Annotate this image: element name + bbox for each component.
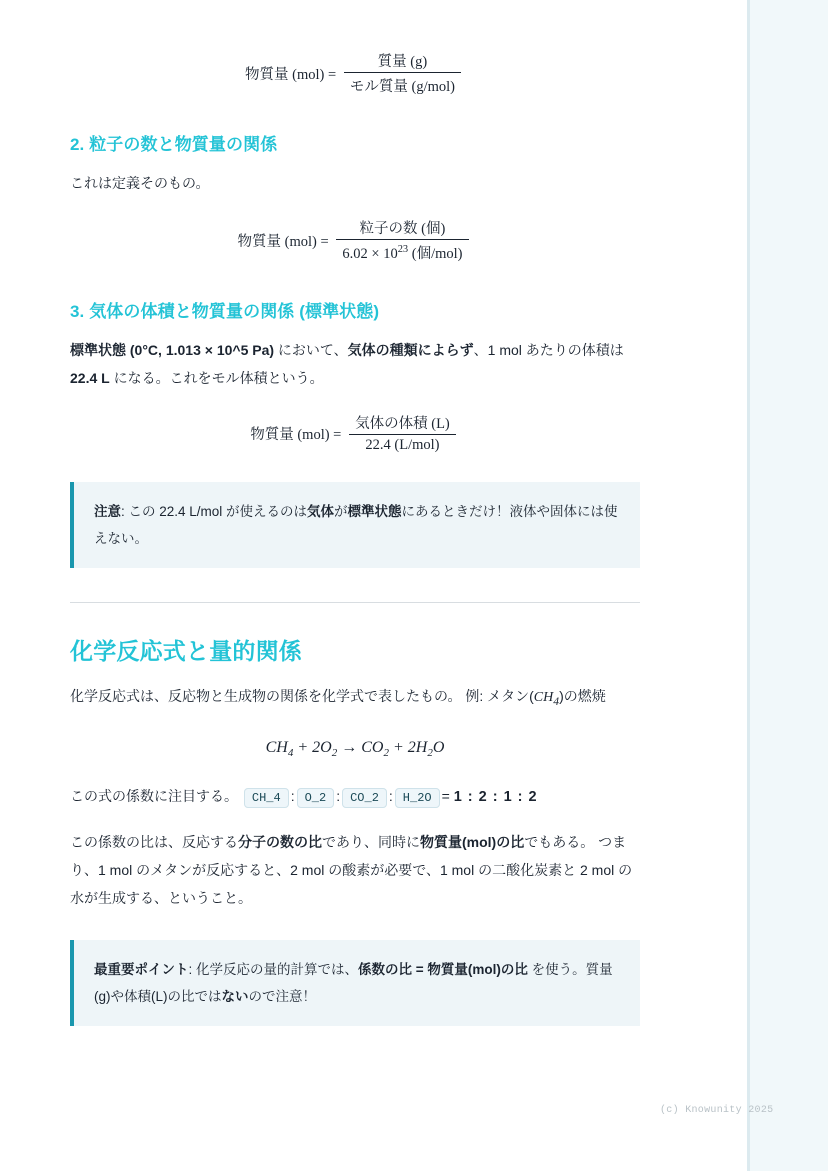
molecule-ratio-bold: 分子の数の比 [238,834,322,851]
combustion-equation [70,739,640,759]
formula-lhs: 物質量 (mol) = [250,426,342,443]
text-run: において、 [274,342,348,358]
text-run: 化学反応式は、反応物と生成物の関係を化学式で表したもの。 例: メタン( [70,688,534,704]
text-run: が [334,504,348,519]
text-run: を使う。質量(g)や体積(L)の比では [94,962,613,1005]
fraction [336,217,468,263]
formula-gas-volume [70,412,640,454]
methane-formula [533,690,560,708]
fraction-numerator: 粒子の数 (個) [336,217,468,240]
chip-h2o: H_2O [395,788,440,808]
eq-ch-sub: 4 [287,747,294,760]
text-run: 、1 mol あたりの体積は [473,342,624,358]
ratio-separator: : [290,788,295,805]
ratio-separator: : [388,788,393,805]
eq-co-sub: 2 [383,747,389,760]
avogadro-exponent: 23 [397,244,409,256]
eq-h: H [415,739,428,757]
ratio-separator: : [336,788,341,805]
section-4-paragraph [70,682,640,713]
text-run: : この 22.4 L/mol が使えるのは [121,504,308,519]
avogadro-base: 6.02 × 10 [342,246,398,262]
chip-co2: CO_2 [342,788,387,808]
fraction [344,50,461,96]
eq-plus-2: + 2 [388,739,416,757]
text-run: )の燃焼 [559,688,606,704]
section-heading-4: 化学反応式と量的関係 [70,638,302,664]
section-heading-2: 2. 粒子の数と物質量の関係 [70,135,278,154]
mol-ratio-bold: 物質量(mol)の比 [420,834,525,851]
formula-lhs: 物質量 (mol) = [237,233,329,250]
ratio-lead-text: この式の係数に注目する。 [70,788,238,805]
formula-molar-mass [70,50,640,96]
formula-lhs: 物質量 (mol) = [244,66,337,83]
eq-ch: CH [265,739,288,757]
eq-h-sub: 2 [427,747,433,760]
fraction-numerator: 気体の体積 (L) [349,412,456,435]
callout-caution [70,482,640,568]
text-run: であり、同時に [322,834,420,851]
text-run: : 化学反応の量的計算では、 [188,962,359,978]
callout-key-point [70,940,640,1026]
fraction-denominator [336,240,468,263]
ratio-equals: = [441,788,450,805]
fraction-denominator: モル質量 (g/mol) [349,79,456,95]
eq-plus-1: + 2 [293,739,321,757]
section-divider [70,602,640,603]
text-run: でもある。 つまり、1 mol のメタンが反応すると、2 mol の酸素が必要で、1 mol の二酸化炭素と 2 mol の水が生成する、ということ。 [70,834,633,907]
standard-state-bold: 標準状態 (0°C, 1.013 × 10^5 Pa) [70,342,275,358]
text-run: この係数の比は、反応する [70,834,238,851]
callout-label: 注意 [94,504,121,519]
eq-arrow: → [337,739,362,757]
section-2-paragraph: これは定義そのもの。 [70,175,210,191]
eq-h-o: O [432,739,445,757]
eq-o-sub: 2 [331,747,338,760]
ratio-values: 1 : 2 : 1 : 2 [453,789,538,806]
text-run: ので注意！ [248,989,316,1005]
section-4-explanation [70,828,640,912]
formula-particle-count [70,217,640,263]
chip-o2: O_2 [297,788,335,808]
methane-symbol: CH [533,690,554,705]
gas-type-bold: 気体の種類によらず [347,342,474,358]
fraction-numerator: 質量 (g) [344,50,461,73]
methane-subscript: 4 [553,694,560,708]
document-content [70,0,640,1052]
eq-co: CO [361,739,384,757]
chip-ch4: CH_4 [244,788,289,808]
volume-bold: 22.4 L [70,370,110,386]
avogadro-unit: (個/mol) [408,246,463,262]
negation-bold: ない [221,989,249,1005]
fraction [349,412,456,454]
coefficient-ratio-line [70,781,640,814]
key-equation-bold: 係数の比 = 物質量(mol)の比 [358,962,528,978]
callout-label: 最重要ポイント [94,962,189,978]
eq-o: O [320,739,332,757]
gas-bold: 気体 [307,504,335,519]
text-run: にあるときだけ！液体や固体には使えない。 [94,504,618,546]
section-heading-3: 3. 気体の体積と物質量の関係 (標準状態) [70,302,380,321]
footer-copyright: (c) Knowunity 2025 [660,1105,774,1116]
text-run: になる。これをモル体積という。 [109,370,324,386]
page-edge-line [747,0,750,1171]
section-3-paragraph [70,336,640,392]
fraction-denominator: 22.4 (L/mol) [365,437,440,453]
standard-state-bold: 標準状態 [347,504,402,519]
page-edge-decoration [750,0,828,1171]
